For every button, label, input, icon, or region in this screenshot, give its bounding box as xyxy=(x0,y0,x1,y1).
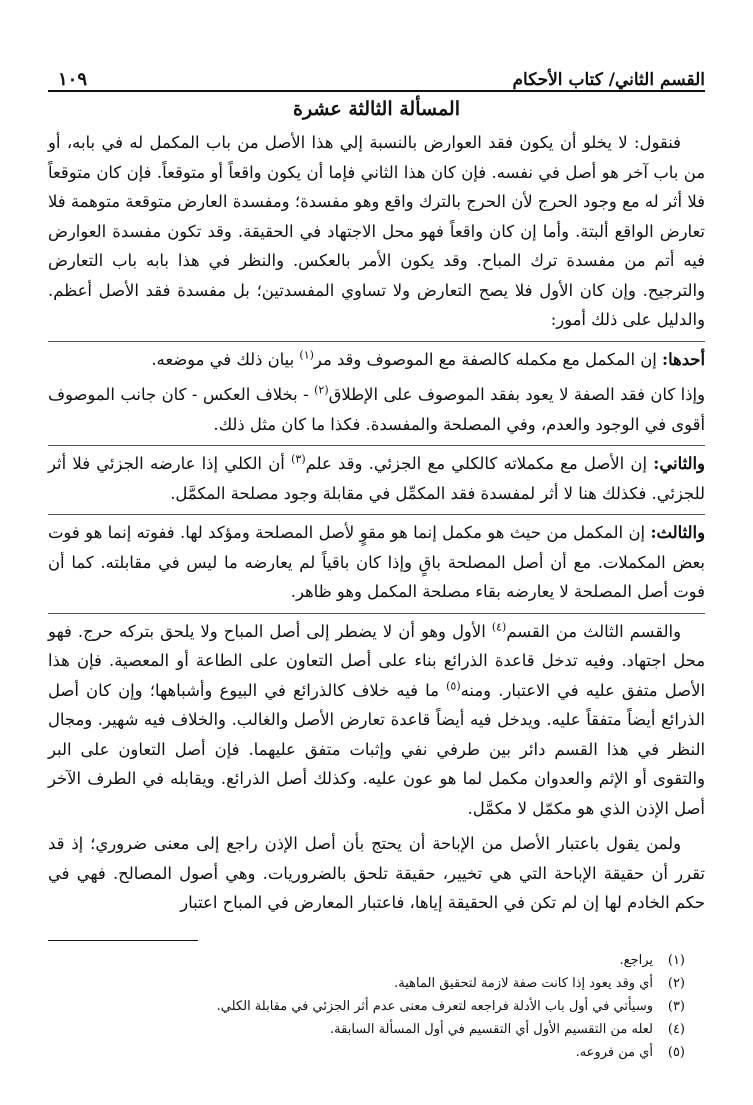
footnote-ref[interactable]: (٤) xyxy=(491,620,507,634)
footnote-number: (٢) xyxy=(667,975,685,991)
footnote-ref[interactable]: (٢) xyxy=(314,383,329,397)
point-lead: أحدها: xyxy=(662,349,705,369)
paragraph-text: والقسم الثالث من القسم xyxy=(506,621,681,641)
paragraph xyxy=(48,613,705,824)
footnote-number: (٥) xyxy=(667,1044,685,1060)
footnote xyxy=(48,949,685,972)
footnote-text: أي من فروعه. xyxy=(575,1044,653,1060)
paragraph xyxy=(48,380,705,439)
section-title: المسألة الثالثة عشرة xyxy=(292,98,461,120)
footnote-text: أي وقد يعود إذا كانت صفة لازمة لتحقيق الماهية. xyxy=(394,975,653,991)
footnote-separator xyxy=(48,940,198,941)
paragraph-text: إن الأصل مع مكملاته كالكلي مع الجزئي. وقد علم xyxy=(305,454,654,473)
paragraph-text: أن الكلي إذا عارضه الجزئي فلا أثر للجزئي. فكذلك هنا لا أثر لمفسدة فقد المكمِّل في مقابلة وجود مصلحة المكمَّل. xyxy=(48,454,705,503)
footnote-ref[interactable]: (١) xyxy=(299,348,314,362)
paragraph-text: - بخلاف العكس - كان جانب الموصوف أقوى في الوجود والعدم، وفي المصلحة والمفسدة. فكذا ما كان مثل ذلك. xyxy=(48,385,705,434)
footnote-number: (٣) xyxy=(667,998,685,1014)
page-number: ١٠٩ xyxy=(58,69,88,90)
footnote xyxy=(48,1018,685,1041)
paragraph-text: إن المكمل من حيث هو مكمل إنما هو مقوٍ لأصل المصلحة ومؤكد لها. ففوته إنما هو فوت بعض المكملات. مع أن أصل المصلحة باقٍ وإذا كان باقياً لم يعارضه ما ليس في مقابلته. كما أن فوت أصل المصلحة لا يعارضه بقاء مصلحة المكمل وهو ظاهر. xyxy=(48,523,705,601)
footnotes-list xyxy=(48,949,705,1064)
paragraph-text: الأول وهو أن لا يضطر إلى أصل المباح ولا يلحق بتركه حرج. فهو محل اجتهاد. وفيه تدخل قاعدة الذرائع بناء على أصل التعاون على الطاعة أو المعصية. فإن هذا الأصل متفق عليه في الاعتبار. ومنه xyxy=(48,621,706,700)
footnote xyxy=(48,972,685,995)
footnote-ref[interactable]: (٣) xyxy=(291,452,306,466)
paragraph-text: بيان ذلك في موضعه. xyxy=(151,349,300,369)
footnote xyxy=(48,995,685,1018)
paragraph: فنقول: لا يخلو أن يكون فقد العوارض بالنسبة إلي هذا الأصل من باب المكمل له في بابه، أو من باب آخر هو أصل في نفسه. فإن كان هذا الثاني فإما أن يكون واقعاً أو متوقعاً. فإن كان متوقعاً فلا أثر له مع وجود الحرج لأن الحرج بالترك واقع وهو مفسدة؛ ومفسدة العارض متوقعة متوهمة فلا تعارض الواقع ألبتة. وأما إن كان واقعاً فهو محل الاجتهاد في الحقيقة. وقد تكون مفسدة العوارض فيه أتم من مفسدة ترك المباح. وقد يكون الأمر بالعكس. والنظر في هذا بابه باب التعارض والترجيح. وإن كان الأول فلا يصح التعارض ولا تساوي المفسدتين؛ بل مفسدة فقد الأصل أعظم. والدليل على ذلك أمور: xyxy=(48,133,705,329)
paragraph xyxy=(48,514,705,607)
footnote-number: (٤) xyxy=(667,1021,685,1037)
running-title: القسم الثاني/ كتاب الأحكام xyxy=(512,70,705,90)
footnote-text: وسيأتي في أول باب الأدلة فراجعه لتعرف معنى عدم أثر الجزئي في مقابلة الكلي. xyxy=(216,998,653,1014)
paragraph xyxy=(48,445,705,508)
paragraph-text: ما فيه خلاف كالذرائع في البيوع وأشباهها؛ وإن كان أصل الذرائع أيضاً متفقاً عليه. ويدخل فيه أيضاً قاعدة تعارض الأصل والغالب. والخلاف فيه شهير. ومجال النظر في هذا القسم دائر بين طرفي نفي وإثبات متفق عليهما. فإن أصل التعاون على البر والتقوى أو الإثم والعدوان مكمل لما هو عون عليه. وكذلك أصل الذرائع. ويقابله في الطرف الآخر أصل الإذن الذي هو مكمّل لا مكمَّل. xyxy=(48,680,705,818)
footnote-text: يراجع. xyxy=(619,952,653,968)
paragraph xyxy=(48,341,705,375)
paragraph-text: وإذا كان فقد الصفة لا يعود بفقد الموصوف على الإطلاق xyxy=(328,385,705,404)
footnote-ref[interactable]: (٥) xyxy=(446,679,461,693)
point-lead: والثالث: xyxy=(650,523,705,542)
footnote-text: لعله من التقسيم الأول أي التقسيم في أول المسألة السابقة. xyxy=(330,1021,653,1037)
footnote-number: (١) xyxy=(667,952,685,968)
point-lead: والثاني: xyxy=(653,454,705,473)
paragraph-text: إن المكمل مع مكمله كالصفة مع الموصوف وقد مر xyxy=(313,349,663,369)
footnote xyxy=(48,1041,685,1064)
paragraph: ولمن يقول باعتبار الأصل من الإباحة أن يحتج بأن أصل الإذن راجع إلى معنى ضروري؛ إذ قد تقرر أن حقيقة الإباحة التي هي تخيير، حقيقة تلحق بالضروريات. وهي أصول المصالح. فهي في حكم الخادم لها إن لم تكن في الحقيقة إياها، فاعتبار المعارض في المباح اعتبار xyxy=(48,834,705,912)
body-text xyxy=(48,128,705,918)
running-header xyxy=(48,52,705,92)
book-page xyxy=(48,52,705,1085)
